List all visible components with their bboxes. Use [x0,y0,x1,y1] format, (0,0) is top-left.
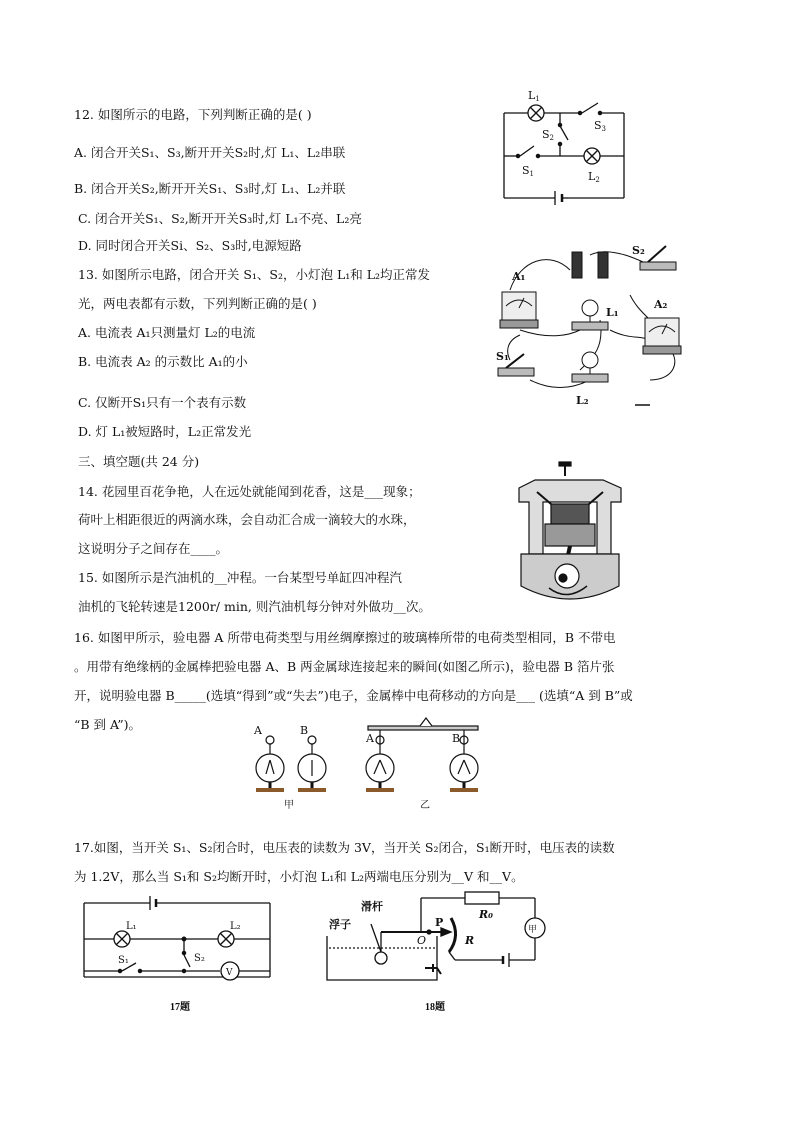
q13-bulb-l2 [582,352,598,368]
svg-text:L2: L2 [588,170,600,184]
q13-stem-line2: 光，两电表都有示数，下列判断正确的是( ) [78,296,317,311]
svg-text:S1: S1 [522,164,535,178]
q16-electroscope-a-jia [256,736,284,792]
q12-stem: 12. 如图所示的电路，下列判断正确的是( ) [74,107,312,122]
q13-option-a: A. 电流表 A₁只测量灯 L₂的电流 [78,325,256,340]
section-3-heading: 三、填空题(共 24 分) [78,454,200,469]
q12-option-c: C. 闭合开关S₁、S₂,断开开关S₃时,灯 L₁不亮、L₂亮 [78,211,362,226]
svg-text:甲: 甲 [528,925,538,935]
q13-bulb-l1 [582,300,598,316]
q13-stem-line1: 13. 如图所示电路，闭合开关 S₁、S₂，小灯泡 L₁和 L₂均正常发 [78,267,431,282]
q17-caption: 17题 [170,1002,190,1013]
svg-text:滑杆: 滑杆 [361,900,383,913]
q15-piston [545,524,595,546]
svg-text:P: P [435,916,444,929]
q14-line3: 这说明分子之间存在____。 [78,541,229,556]
q14-line2: 荷叶上相距很近的两滴水珠，会自动汇合成一滴较大的水珠， [78,512,416,527]
q12-option-d: D. 同时闭合开关Si、S₂、S₃时,电源短路 [78,238,302,253]
q12-option-b: B. 闭合开关S₂,断开开关S₁、S₃时,灯 L₁、L₂并联 [74,181,346,196]
svg-text:B: B [452,732,461,745]
q17-circuit-diagram [80,895,280,985]
q17-line1: 17.如图，当开关 S₁、S₂闭合时，电压表的读数为 3V，当开关 S₂闭合，S₁断开时，电压表的读数 [74,840,615,855]
q15-line2: 油机的飞轮转速是1200r/ min, 则汽油机每分钟对外做功__次。 [78,599,431,614]
svg-text:A: A [366,732,374,745]
q16-line1: 16. 如图甲所示，验电器 A 所带电荷类型与用丝绸摩擦过的玻璃棒所带的电荷类型相同，B 不带电 [74,630,616,645]
q16-line4: “B 到 A”)。 [74,717,141,732]
q16-electroscope-b-jia [298,736,326,792]
svg-text:S₁: S₁ [496,350,509,363]
q12-circuit-diagram [500,88,630,203]
q18-caption: 18题 [425,1002,445,1013]
q12-switch-s1 [520,146,534,156]
q16-metal-rod [368,726,478,730]
svg-text:L1: L1 [528,89,540,103]
q14-line1: 14. 花园里百花争艳，人在远处就能闻到花香，这是___现象； [78,484,421,499]
q13-option-d: D. 灯 L₁被短路时，L₂正常发光 [78,424,252,439]
q13-battery-icon [572,252,582,278]
q18-float [375,952,387,964]
svg-text:乙: 乙 [420,800,430,811]
svg-text:R₀: R₀ [479,908,493,921]
q18-variable-resistor [449,918,456,952]
q16-line2: 。用带有绝缘柄的金属棒把验电器 A、B 两金属球连接起来的瞬间(如图乙所示)，验电器 B 箔片张 [74,659,615,674]
svg-text:O: O [417,934,427,947]
q18-resistor-r0 [465,892,499,904]
svg-text:A: A [254,724,262,737]
q13-physical-circuit [490,240,690,410]
q12-switch-s2 [560,126,568,140]
svg-text:L₁: L₁ [126,921,137,932]
svg-text:V: V [226,968,233,978]
q12-switch-s3 [582,103,598,113]
svg-text:甲: 甲 [284,800,294,811]
svg-text:S₂: S₂ [632,244,645,257]
svg-text:L₁: L₁ [606,306,619,319]
q12-option-a: A. 闭合开关S₁、S₃,断开开关S₂时,灯 L₁、L₂串联 [74,145,346,160]
svg-text:S₂: S₂ [194,953,205,964]
q15-engine-figure [515,462,625,607]
svg-text:R: R [465,934,475,947]
q13-switch-s1 [498,368,534,376]
q13-option-c: C. 仅断开S₁只有一个表有示数 [78,395,247,410]
svg-text:S₁: S₁ [118,955,129,966]
q16-line3: 开，说明验电器 B_____(选填“得到”或“失去”)电子，金属棒中电荷移动的方向是___ (选填“A 到 B”或 [74,688,633,703]
svg-text:L₂: L₂ [230,921,241,932]
q17-switch-s2 [184,955,190,967]
q15-line1: 15. 如图所示是汽油机的__冲程。一台某型号单缸四冲程汽 [78,570,402,585]
q17-line2: 为 1.2V，那么当 S₁和 S₂均断开时，小灯泡 L₁和 L₂两端电压分别为__V 和__V。 [74,869,524,884]
svg-text:浮子: 浮子 [329,918,351,931]
svg-text:A₂: A₂ [654,298,668,311]
q13-option-b: B. 电流表 A₂ 的示数比 A₁的小 [78,354,248,369]
q18-fuel-gauge-diagram [325,888,565,988]
svg-text:B: B [300,724,309,737]
svg-text:L₂: L₂ [576,394,589,407]
svg-text:A₁: A₁ [512,270,526,283]
q13-switch-s2 [640,262,676,270]
q15-cylinder-charge [551,504,589,524]
q16-electroscope-figure [240,720,490,810]
svg-text:S3: S3 [594,119,607,133]
svg-text:S2: S2 [542,128,555,142]
